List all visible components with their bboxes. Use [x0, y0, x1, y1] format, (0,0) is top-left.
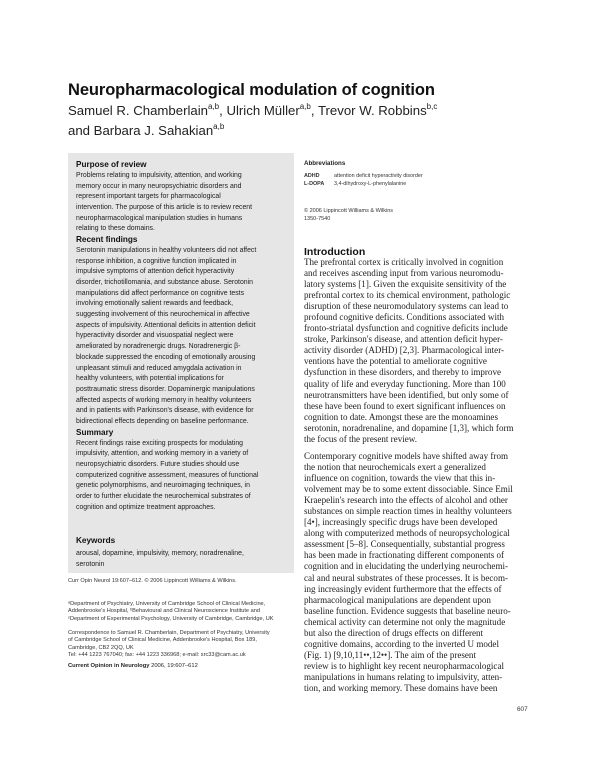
abstract-box — [68, 153, 294, 573]
body-paragraph: The prefrontal cortex is critically involved in cognition and receives ascending input from various neuromodu- latory systems [1]. Given the exquisite sensitivity of the prefrontal cortex to its chemical environment, pathologic disruption of these neuromodulatory systems can lead to profound cognitive deficits. Conditions associated with fronto-striatal dysfunction and cognitive deficits include stroke, Parkinson's disease, and attention deficit hyper- activity disorder (ADHD) [2,3]. Pharmacological inter- ventions have the potential to ameliorate cognitive dysfunction in these disorders, and thereby to improve quality of life and everyday functioning. More than 100 neurotransmitters have been identified, but only some of these have been found to exert significant influences on cognition to date. Amongst these are the monoamines serotonin, noradrenaline, and dopamine [1,3], which form the focus of the present review. — [304, 257, 514, 444]
author-separator: , — [310, 103, 318, 118]
journal-ref: 2006, 19:607–612 — [151, 663, 198, 669]
keywords-heading: Keywords — [76, 536, 116, 545]
author-affiliation: a,b — [213, 122, 225, 131]
findings-heading: Recent findings — [76, 235, 138, 245]
summary-text: Recent findings raise exciting prospects for modulating impulsivity, attention, and working memory in a variety of neuropsychiatric disorders. Future studies should use computerized cognitive assessment, measures of functional genetic polymorphisms, and neuroimaging techniques, in order to further elucidate the neurochemical substrates of cognition and optimize treatment approaches. — [76, 439, 259, 511]
page-number: 607 — [517, 706, 528, 713]
author-name: and Barbara J. Sahakian — [68, 123, 214, 138]
purpose-heading: Purpose of review — [76, 160, 147, 169]
author-separator: , — [219, 103, 227, 118]
citation-line: Curr Opin Neurol 19:607–612. © 2006 Lippincott Williams & Wilkins. — [68, 578, 237, 584]
copyright-notice: © 2006 Lippincott Williams & Wilkins 1350-7540 — [304, 208, 394, 222]
author-name: Samuel R. Chamberlain — [68, 103, 208, 118]
abbreviation-value: attention deficit hyperactivity disorder — [334, 173, 423, 179]
findings-text: Serotonin manipulations in healthy volunteers did not affect response inhibition, a cognitive function implicated in impulsive symptoms of attention deficit hyperactivity disorder, trichotillomania, and substance abuse. Serotonin manipulations did affect performance on cognitive tests involving emotionally salient rewards and feedback, suggesting involvement of this neurochemical in affective aspects of impulsivity. Attentional deficits in attention deficit hyperactivity disorder and visuospatial neglect were ameliorated by noradrenergic drugs. Noradrenergic β- blockade suppressed the encoding of emotionally arousing unpleasant stimuli and reduced amygdala activation in healthy volunteers, with potential implications for posttraumatic stress disorder. Dopaminergic manipulations affected aspects of working memory in healthy volunteers and in patients with Parkinson's disease, with evidence for bidirectional effects depending on baseline performance. — [76, 246, 257, 426]
affiliations: ᵃDepartment of Psychiatry, University of Cambridge School of Clinical Medicine, Addenbrooke's Hospital, ᵇBehavioural and Clinical Neuroscience Institute and ᶜDepartment of Experimental Psychology, University of Cambridge, Cambridge, UK — [68, 601, 274, 622]
abbreviation-value: 3,4-dihydroxy-L-phenylalanine — [334, 181, 407, 187]
abbreviation-key: L-DOPA — [304, 181, 325, 187]
introduction-heading: Introduction — [304, 246, 366, 258]
author-list — [68, 99, 538, 139]
keywords-text: arousal, dopamine, impulsivity, memory, noradrenaline, serotonin — [76, 550, 244, 568]
author-affiliation: b,c — [426, 102, 438, 111]
purpose-text: Problems relating to impulsivity, attention, and working memory occur in many neuropsychiatric disorders and represent important targets for pharmacological intervention. The purpose of this article is to review recent neuropharmacological manipulation studies in humans relating to these domains. — [76, 171, 253, 233]
summary-heading: Summary — [76, 427, 114, 437]
body-paragraph: Contemporary cognitive models have shifted away from the notion that neurochemicals exert a generalized influence on cognition, towards the view that this in- volvement may be to some extent dissociable. Since Emil Kraepelin's research into the effects of alcohol and other substances on simple reaction times in healthy volunteers [4•], increasingly specific drugs have been developed along with computerized methods of neuropsychological assessment [5–8]. Consequentially, substantial progress has been made in fractionating different components of cognition and in elucidating the underlying neurochemi- cal and neural substrates of these processes. It is becom- ing increasingly evident furthermore that the effects of pharmacological manipulations are dependent upon baseline function. Evidence suggests that baseline neuro- chemical activity can determine not only the magnitude but also the direction of drugs effects on different cognitive domains, according to the inverted U model (Fig. 1) [9,10,11••,12••]. The aim of the present review is to highlight key recent neuropharmacological manipulations in humans relating to impulsivity, atten- tion, and working memory. These domains have been — [304, 451, 513, 693]
author-name: Ulrich Müller — [226, 103, 300, 118]
author-name: Trevor W. Robbins — [317, 103, 427, 118]
abbreviation-row — [304, 173, 423, 179]
author-affiliation: a,b — [208, 102, 220, 111]
journal-name: Current Opinion in Neurology — [68, 663, 150, 669]
abbreviations-heading: Abbreviations — [304, 160, 346, 167]
abbreviation-key: ADHD — [304, 173, 320, 179]
journal-line — [68, 663, 198, 669]
abbreviation-row — [304, 181, 406, 187]
correspondence: Correspondence to Samuel R. Chamberlain, Department of Psychiatry, University of Cambridge School of Clinical Medicine, Addenbrooke's Hospital, Box 189, Cambridge, CB2 2QQ, UK Tel: +44 1223 767040; fax: +44 1223 336968; e-mail: src33@cam.ac.uk — [68, 630, 270, 659]
article-title: Neuropharmacological modulation of cognition — [68, 81, 435, 99]
author-affiliation: a,b — [299, 102, 311, 111]
